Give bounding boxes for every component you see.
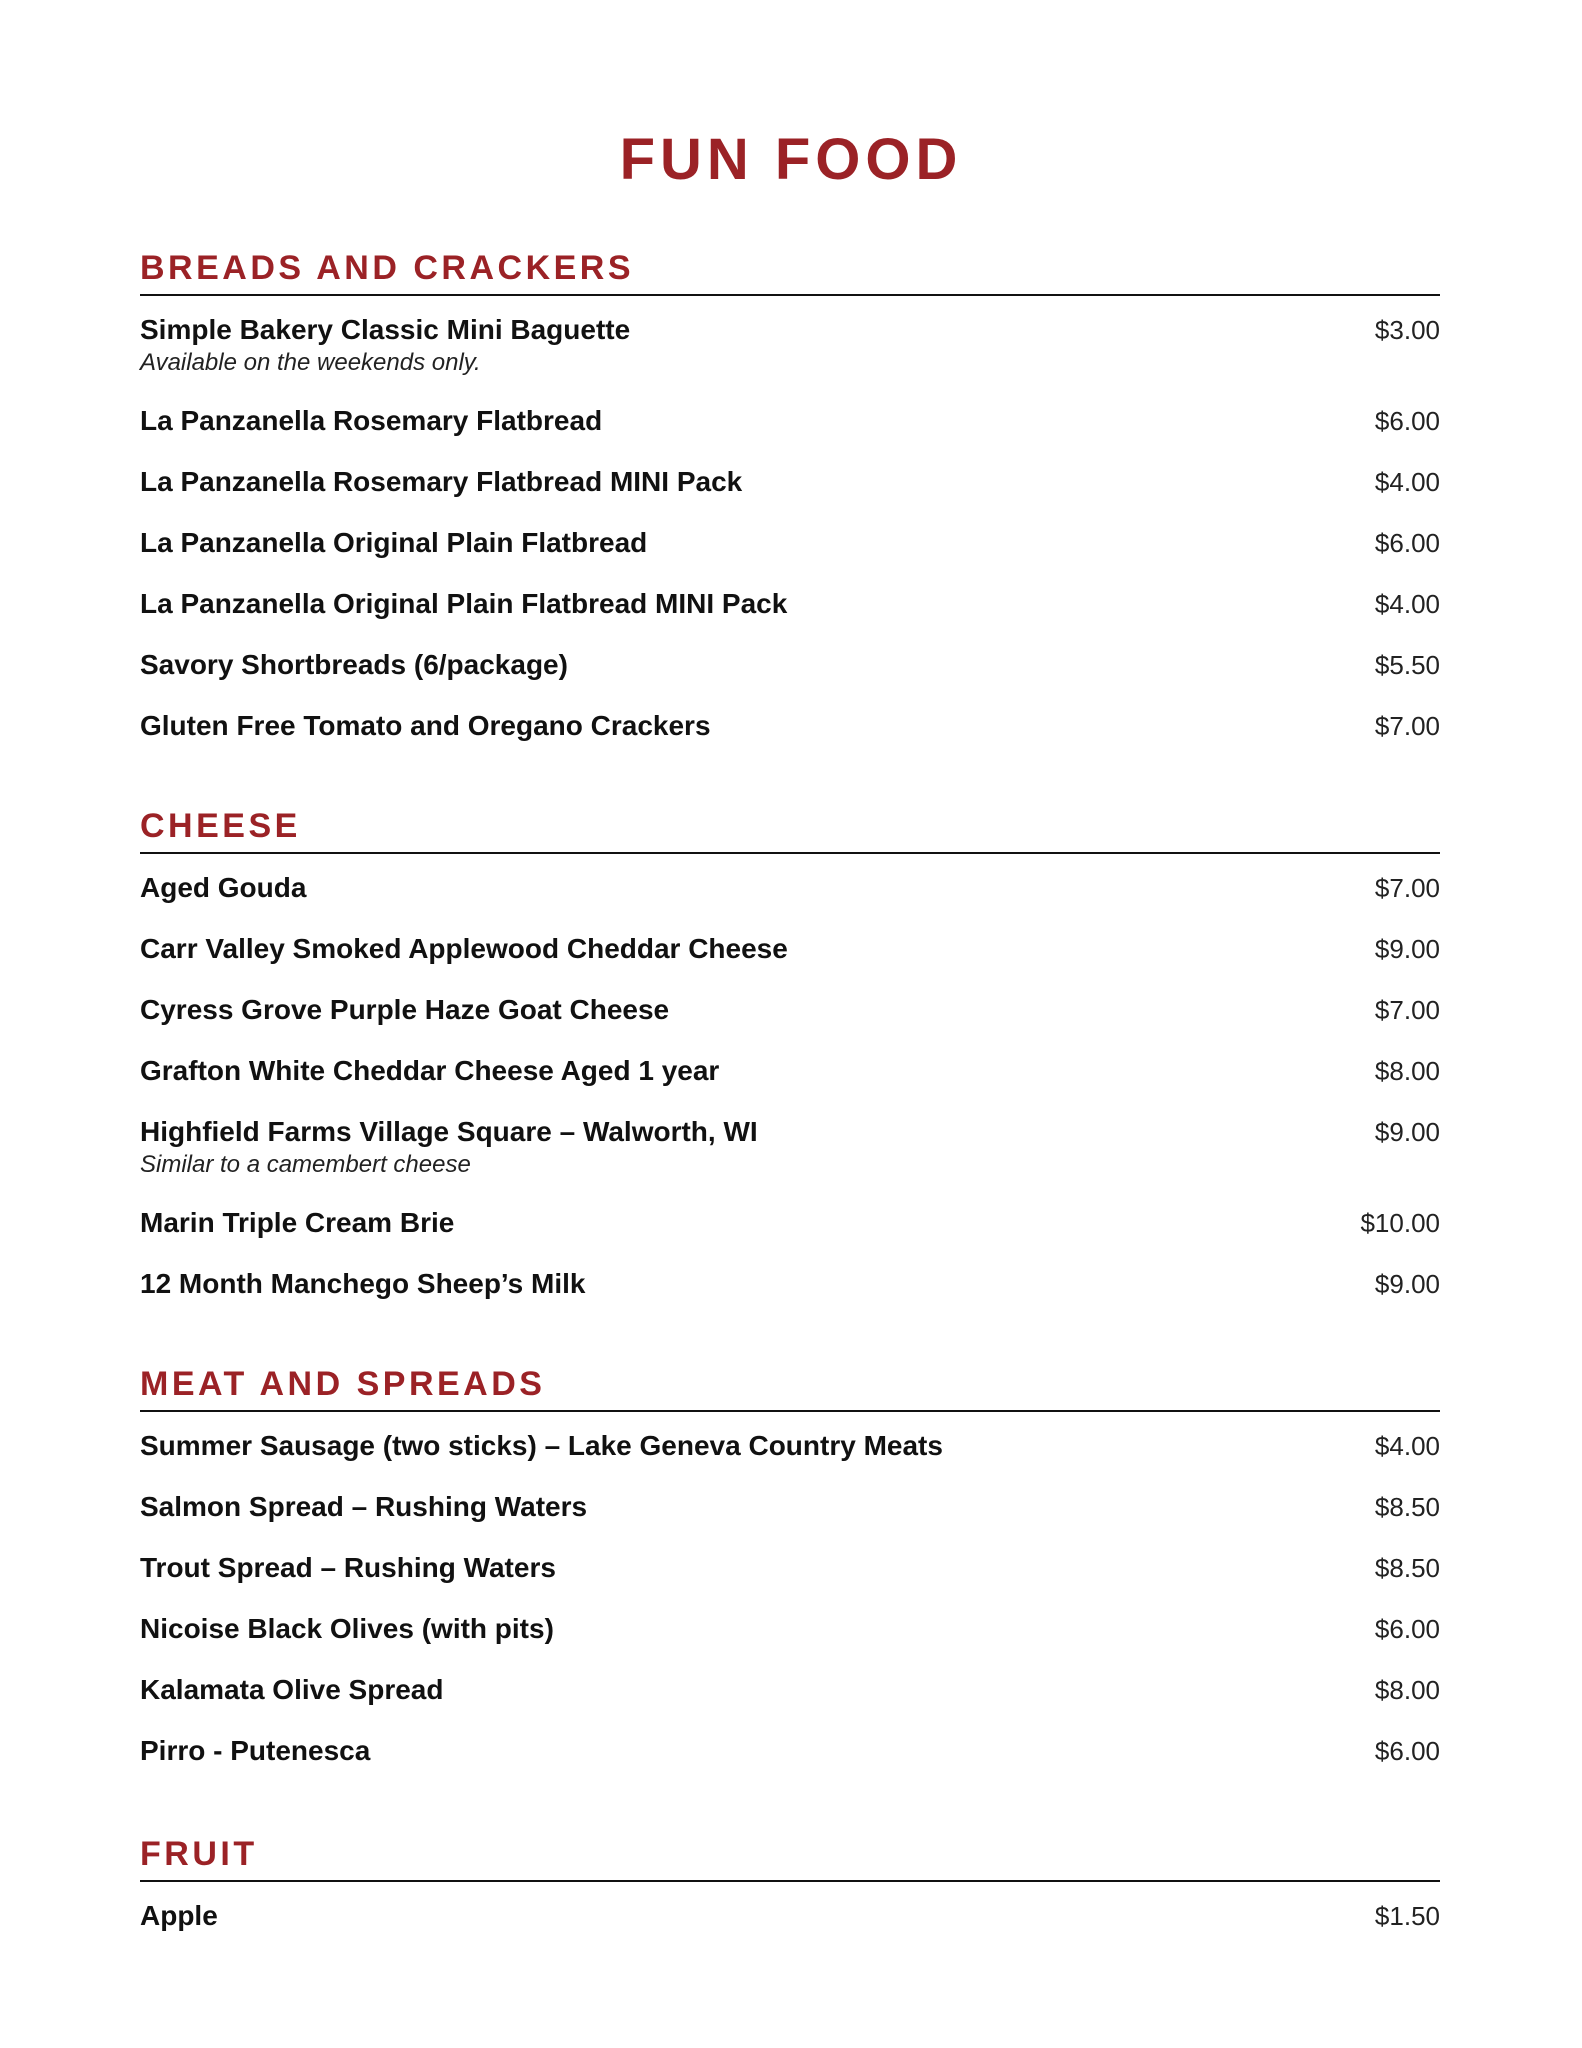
item-list — [140, 312, 1440, 744]
item-price: $4.00 — [1374, 467, 1440, 497]
item-name: Apple — [140, 1900, 218, 1931]
item-price: $9.00 — [1374, 1269, 1440, 1299]
item-name: Savory Shortbreads (6/package) — [140, 649, 568, 680]
menu-item — [140, 1114, 1440, 1180]
menu-item — [140, 586, 1440, 622]
item-price: $7.00 — [1374, 711, 1440, 741]
item-list — [140, 1428, 1440, 1769]
item-name: Summer Sausage (two sticks) – Lake Geneva Country Meats — [140, 1430, 943, 1461]
menu-item — [140, 525, 1440, 561]
menu-item — [140, 931, 1440, 967]
item-list — [140, 1898, 1440, 1934]
menu-item — [140, 870, 1440, 906]
item-price: $8.00 — [1374, 1675, 1440, 1705]
item-name: La Panzanella Original Plain Flatbread — [140, 527, 648, 558]
section-heading: MEAT AND SPREADS — [140, 1364, 1440, 1412]
menu-item — [140, 1611, 1440, 1647]
item-price: $1.50 — [1374, 1901, 1440, 1931]
menu-item — [140, 464, 1440, 500]
item-price: $10.00 — [1360, 1208, 1440, 1238]
menu-item — [140, 1428, 1440, 1464]
item-price: $4.00 — [1374, 1431, 1440, 1461]
item-name: Marin Triple Cream Brie — [140, 1207, 455, 1238]
menu-item — [140, 708, 1440, 744]
item-price: $6.00 — [1374, 528, 1440, 558]
item-name: Salmon Spread – Rushing Waters — [140, 1491, 588, 1522]
menu-item — [140, 992, 1440, 1028]
item-name: Nicoise Black Olives (with pits) — [140, 1613, 554, 1644]
item-name: Highfield Farms Village Square – Walworth, WI — [140, 1116, 758, 1147]
item-name: Gluten Free Tomato and Oregano Crackers — [140, 710, 711, 741]
menu-item — [140, 1898, 1440, 1934]
menu-item — [140, 403, 1440, 439]
menu-item — [140, 647, 1440, 683]
menu-item — [140, 1550, 1440, 1586]
item-name: Aged Gouda — [140, 872, 307, 903]
section-fruit — [140, 1834, 1440, 1959]
item-price: $6.00 — [1374, 1614, 1440, 1644]
item-name: La Panzanella Rosemary Flatbread — [140, 405, 603, 436]
section-breads-and-crackers — [140, 248, 1440, 769]
item-name: La Panzanella Rosemary Flatbread MINI Pack — [140, 466, 743, 497]
item-price: $9.00 — [1374, 1117, 1440, 1147]
item-name: Cyress Grove Purple Haze Goat Cheese — [140, 994, 670, 1025]
menu-item — [140, 1733, 1440, 1769]
item-price: $5.50 — [1374, 650, 1440, 680]
page-title: FUN FOOD — [619, 127, 963, 192]
section-meat-and-spreads — [140, 1364, 1440, 1794]
item-name: Simple Bakery Classic Mini Baguette — [140, 314, 631, 345]
item-name: Trout Spread – Rushing Waters — [140, 1552, 556, 1583]
item-price: $6.00 — [1374, 1736, 1440, 1766]
item-name: Pirro - Putenesca — [140, 1735, 371, 1766]
section-heading: BREADS AND CRACKERS — [140, 248, 1440, 296]
item-name: 12 Month Manchego Sheep’s Milk — [140, 1268, 586, 1299]
menu-item — [140, 1489, 1440, 1525]
item-price: $8.00 — [1374, 1056, 1440, 1086]
section-cheese — [140, 806, 1440, 1327]
item-name: Carr Valley Smoked Applewood Cheddar Cheese — [140, 933, 788, 964]
item-price: $7.00 — [1374, 995, 1440, 1025]
section-heading: FRUIT — [140, 1834, 1440, 1882]
section-heading: CHEESE — [140, 806, 1440, 854]
item-name: La Panzanella Original Plain Flatbread MINI Pack — [140, 588, 788, 619]
menu-item — [140, 312, 1440, 378]
item-price: $4.00 — [1374, 589, 1440, 619]
menu-item — [140, 1205, 1440, 1241]
item-note: Similar to a camembert cheese — [140, 1151, 471, 1178]
item-price: $7.00 — [1374, 873, 1440, 903]
item-price: $9.00 — [1374, 934, 1440, 964]
item-name: Grafton White Cheddar Cheese Aged 1 year — [140, 1055, 720, 1086]
item-list — [140, 870, 1440, 1302]
menu-item — [140, 1053, 1440, 1089]
menu-item — [140, 1672, 1440, 1708]
item-note: Available on the weekends only. — [140, 349, 481, 376]
item-price: $6.00 — [1374, 406, 1440, 436]
item-price: $3.00 — [1374, 315, 1440, 345]
item-name: Kalamata Olive Spread — [140, 1674, 444, 1705]
menu-item — [140, 1266, 1440, 1302]
item-price: $8.50 — [1374, 1492, 1440, 1522]
item-price: $8.50 — [1374, 1553, 1440, 1583]
